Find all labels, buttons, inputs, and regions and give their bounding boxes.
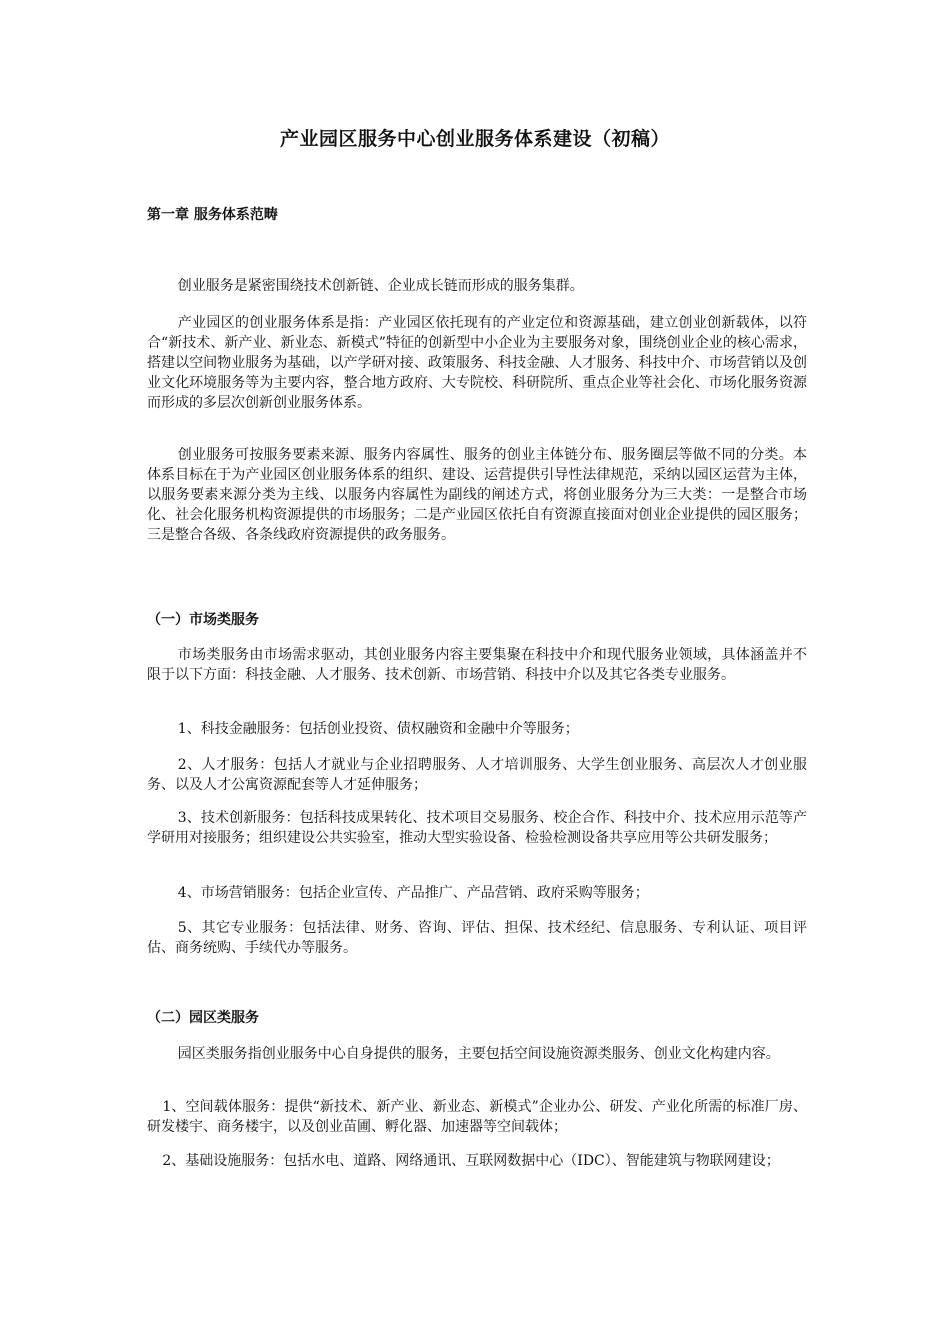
section1-item-4: 4、市场营销服务：包括企业宣传、产品推广、产品营销、政府采购等服务； — [177, 885, 649, 901]
section2-heading: （二）园区类服务 — [147, 1010, 259, 1026]
section2-item-2: 2、基础设施服务：包括水电、道路、网络通讯、互联网数据中心（IDC）、智能建筑与物联网建设； — [162, 1153, 780, 1169]
chapter1-paragraph-3: 创业服务可按服务要素来源、服务内容属性、服务的创业主体链分布、服务圈层等做不同的分类。本体系目标在于为产业园区创业服务体系的组织、建设、运营提供引导性法律规范，采纳以园区运营为主体，以服务要素来源分类为主线、以服务内容属性为副线的阐述方式，将创业服务分为三大类：一是整合市场化、社会化服务机构资源提供的市场服务；二是产业园区依托自有资源直接面对创业企业提供的园区服务；三是整合各级、各条线政府资源提供的政务服务。 — [147, 447, 807, 543]
section1-intro: 市场类服务由市场需求驱动，其创业服务内容主要集聚在科技中介和现代服务业领域，具体涵盖并不限于以下方面：科技金融、人才服务、技术创新、市场营销、科技中介以及其它各类专业服务。 — [147, 647, 807, 683]
section2-intro: 园区类服务指创业服务中心自身提供的服务，主要包括空间设施资源类服务、创业文化构建内容。 — [177, 1046, 780, 1062]
section1-item-2: 2、人才服务：包括人才就业与企业招聘服务、人才培训服务、大学生创业服务、高层次人才创业服务、以及人才公寓资源配套等人才延伸服务； — [147, 757, 807, 793]
chapter1-heading: 第一章 服务体系范畴 — [147, 207, 278, 223]
chapter1-paragraph-1: 创业服务是紧密围绕技术创新链、企业成长链而形成的服务集群。 — [177, 278, 584, 294]
section1-heading: （一）市场类服务 — [147, 612, 259, 628]
section1-item-5: 5、其它专业服务：包括法律、财务、咨询、评估、担保、技术经纪、信息服务、专利认证、项目评估、商务统购、手续代办等服务。 — [147, 920, 807, 956]
section2-item-1: 1、空间载体服务：提供“新技术、新产业、新业态、新模式”企业办公、研发、产业化所需的标准厂房、研发楼宇、商务楼宇，以及创业苗圃、孵化器、加速器等空间载体； — [147, 1099, 807, 1135]
document-title: 产业园区服务中心创业服务体系建设（初稿） — [279, 128, 670, 150]
document-body — [147, 0, 807, 1344]
section1-item-3: 3、技术创新服务：包括科技成果转化、技术项目交易服务、校企合作、科技中介、技术应用示范等产学研用对接服务；组织建设公共实验室，推动大型实验设备、检验检测设备共享应用等公共研发服务； — [147, 810, 807, 846]
chapter1-paragraph-2: 产业园区的创业服务体系是指：产业园区依托现有的产业定位和资源基础，建立创业创新载体，以符合“新技术、新产业、新业态、新模式”特征的创新型中小企业为主要服务对象，围绕创业企业的核心需求，搭建以空间物业服务为基础，以产学研对接、政策服务、科技金融、人才服务、科技中介、市场营销以及创业文化环境服务等为主要内容，整合地方政府、大专院校、科研院所、重点企业等社会化、市场化服务资源而形成的多层次创新创业服务体系。 — [147, 315, 807, 411]
section1-item-1: 1、科技金融服务：包括创业投资、债权融资和金融中介等服务； — [177, 721, 579, 737]
